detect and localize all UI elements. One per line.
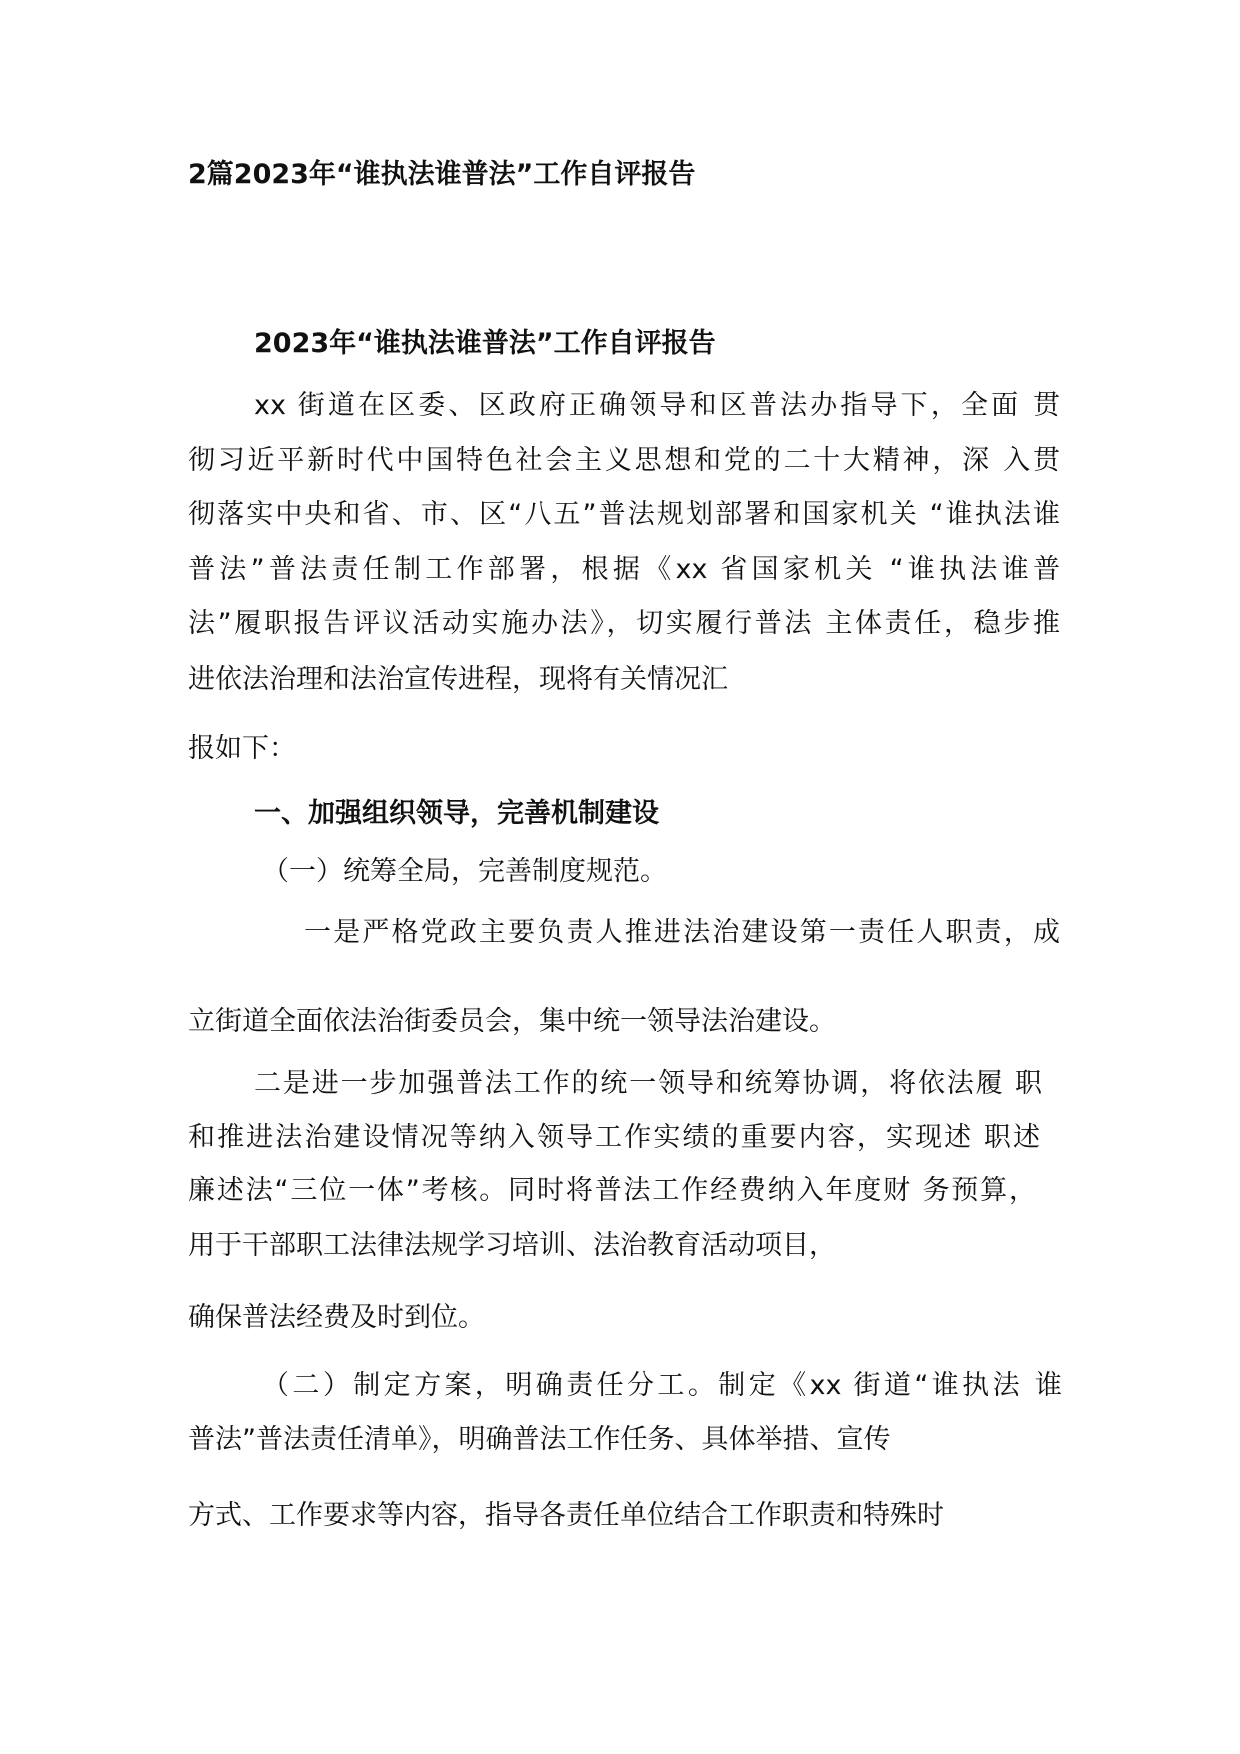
paragraph-line: （二）制定方案，明确责任分工。制定《xx 街道“谁执法 谁 xyxy=(262,1370,1062,1401)
paragraph-line: 进依法治理和法治宣传进程，现将有关情况汇 xyxy=(188,664,728,695)
paragraph-line: 普法”普法责任制工作部署，根据《xx 省国家机关 “谁执法谁普 xyxy=(188,554,1060,585)
paragraph-line: 确保普法经费及时到位。 xyxy=(188,1302,485,1333)
paragraph-line: 立街道全面依法治街委员会，集中统一领导法治建设。 xyxy=(188,1006,836,1037)
paragraph-line: 一是严格党政主要负责人推进法治建设第一责任人职责，成 xyxy=(304,917,1060,948)
paragraph-line: 方式、工作要求等内容，指导各责任单位结合工作职责和特殊时 xyxy=(188,1500,944,1531)
subsection-heading: （一）统筹全局，完善制度规范。 xyxy=(262,856,667,887)
paragraph-line: 法”履职报告评议活动实施办法》，切实履行普法 主体责任，稳步推 xyxy=(188,608,1060,639)
paragraph-line: 彻落实中央和省、市、区“八五”普法规划部署和国家机关 “谁执法谁 xyxy=(188,499,1060,530)
paragraph-line: 彻习近平新时代中国特色社会主义思想和党的二十大精神，深 入贯 xyxy=(188,445,1060,476)
paragraph-line: 普法”普法责任清单》，明确普法工作任务、具体举措、宣传 xyxy=(188,1424,891,1455)
paragraph-line: 二是进一步加强普法工作的统一领导和统筹协调，将依法履 职 xyxy=(254,1068,1042,1099)
paragraph-line: 廉述法“三位一体”考核。同时将普法工作经费纳入年度财 务预算， xyxy=(188,1175,1036,1206)
paragraph-line: 和推进法治建设情况等纳入领导工作实绩的重要内容，实现述 职述 xyxy=(188,1122,1040,1153)
paragraph-line: 用于干部职工法律法规学习培训、法治教育活动项目， xyxy=(188,1230,836,1261)
paragraph-line: xx 街道在区委、区政府正确领导和区普法办指导下，全面 贯 xyxy=(254,390,1060,421)
document-title: 2篇2023年“谁执法谁普法”工作自评报告 xyxy=(188,159,696,190)
report-title: 2023年“谁执法谁普法”工作自评报告 xyxy=(254,328,716,359)
section-heading: 一、加强组织领导，完善机制建设 xyxy=(254,798,659,829)
paragraph-line: 报如下： xyxy=(188,733,296,764)
